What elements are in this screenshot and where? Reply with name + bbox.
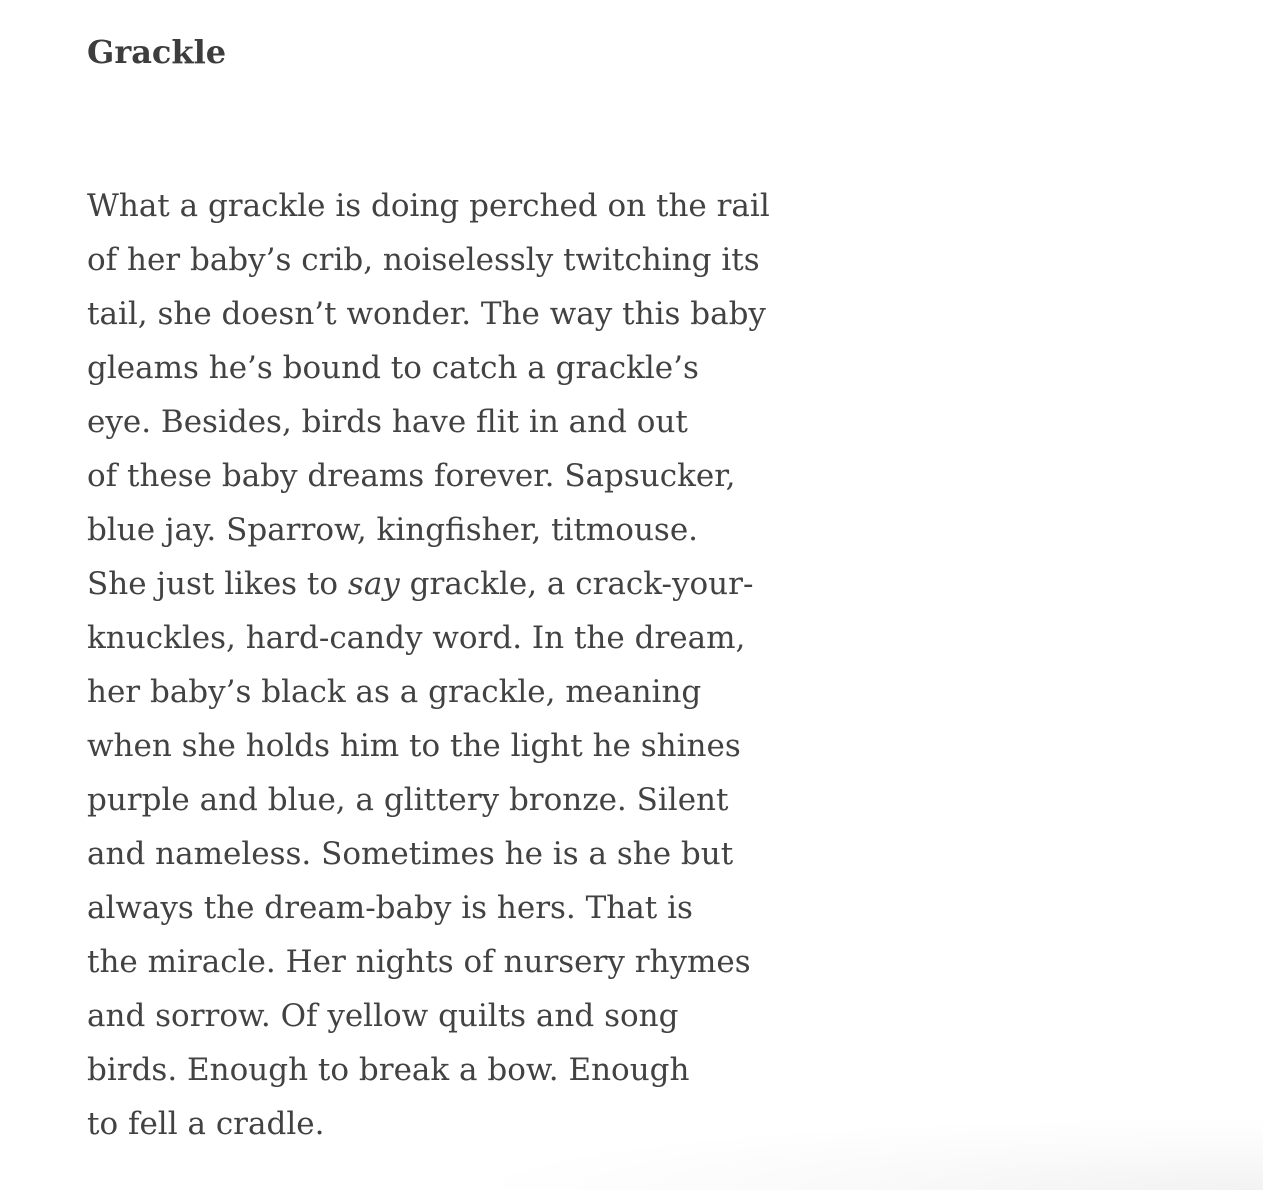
poem-line: gleams he’s bound to catch a grackle’s: [87, 350, 699, 386]
poem-title: Grackle: [87, 33, 227, 71]
poem-line: What a grackle is doing perched on the rail: [87, 188, 770, 224]
poem-line: her baby’s black as a grackle, meaning: [87, 674, 702, 710]
poem-line-segment: grackle, a crack-your-: [399, 566, 754, 602]
poem-body: [87, 179, 807, 1151]
poem-line: tail, she doesn’t wonder. The way this baby: [87, 296, 766, 332]
poem-line: blue jay. Sparrow, kingfisher, titmouse.: [87, 512, 699, 548]
poem-line-italic-word: say: [347, 566, 400, 602]
poem-line: and sorrow. Of yellow quilts and song: [87, 998, 679, 1034]
poem-line: purple and blue, a glittery bronze. Silent: [87, 782, 729, 818]
poem-line: the miracle. Her nights of nursery rhymes: [87, 944, 751, 980]
poem-line: always the dream-baby is hers. That is: [87, 890, 693, 926]
poem-line: of these baby dreams forever. Sapsucker,: [87, 458, 736, 494]
poem-line-segment: She just likes to: [87, 566, 348, 602]
poem-line: [87, 557, 807, 611]
poem-line: and nameless. Sometimes he is a she but: [87, 836, 734, 872]
poem-line: to fell a cradle.: [87, 1106, 325, 1142]
poem-line: when she holds him to the light he shines: [87, 728, 741, 764]
poem-line: knuckles, hard-candy word. In the dream,: [87, 620, 746, 656]
poem-line: eye. Besides, birds have flit in and out: [87, 404, 688, 440]
poem-line: birds. Enough to break a bow. Enough: [87, 1052, 690, 1088]
poem-line: of her baby’s crib, noiselessly twitching its: [87, 242, 760, 278]
